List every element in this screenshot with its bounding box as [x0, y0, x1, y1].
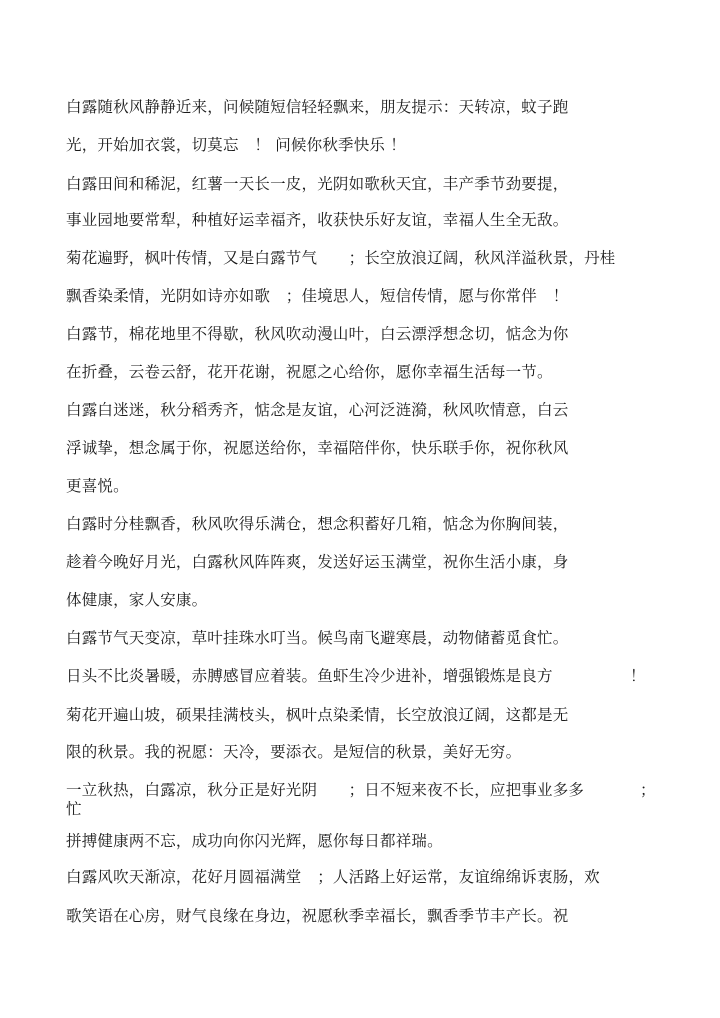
text-line-10: 浮诚挚，想念属于你，祝愿送给你，幸福陪伴你，快乐联手你，祝你秋风: [66, 439, 569, 457]
text-line-8: 在折叠，云卷云舒，花开花谢，祝愿之心给你，愿你幸福生活每一节。: [66, 363, 553, 381]
text-line-6: 飘香染柔情，光阴如诗亦如歌 ；佳境思人，短信传情，愿与你常伴 ！: [66, 287, 569, 305]
text-line-7: 白露节，棉花地里不得歇，秋风吹动漫山叶，白云漂浮想念切，惦念为你: [66, 325, 569, 343]
text-line-9: 白露白迷迷，秋分稻秀齐，惦念是友谊，心河泛涟漪，秋风吹情意，白云: [66, 401, 569, 419]
text-line-22: 歌笑语在心房，财气良缘在身边，祝愿秋季幸福长，飘香季节丰产长。祝: [66, 907, 569, 925]
text-line-18: 限的秋景。我的祝愿：天冷，要添衣。是短信的秋景，美好无穷。: [66, 743, 522, 761]
text-line-16: 日头不比炎暑暖，赤膊感冒应着装。鱼虾生冷少进补，增强锻炼是良方: [66, 667, 553, 685]
text-line-15: 白露节气天变凉，草叶挂珠水叮当。候鸟南飞避寒晨，动物储蓄觅食忙。: [66, 629, 569, 647]
text-line-19-sub: 忙: [66, 800, 82, 818]
text-line-4: 事业园地要常犁，种植好运幸福齐，收获快乐好友谊，幸福人生全无敌。: [66, 211, 569, 229]
text-line-12: 白露时分桂飘香，秋风吹得乐满仓，想念积蓄好几箱，惦念为你胸间装，: [66, 515, 569, 533]
text-line-16-tail: ！: [630, 667, 646, 685]
text-line-5: 菊花遍野，枫叶传情，又是白露节气 ；长空放浪辽阔，秋风洋溢秋景，丹桂: [66, 249, 616, 267]
text-line-1: 白露随秋风静静近来，问候随短信轻轻飘来，朋友提示：天转凉，蚊子跑: [66, 98, 569, 116]
text-line-19-tail: ；: [640, 781, 656, 799]
text-line-11: 更喜悦。: [66, 477, 129, 495]
text-line-20: 拼搏健康两不忘，成功向你闪光辉，愿你每日都祥瑞。: [66, 832, 443, 850]
text-line-13: 趁着今晚好月光，白露秋风阵阵爽，发送好运玉满堂，祝你生活小康，身: [66, 553, 569, 571]
text-line-3: 白露田间和稀泥，红薯一天长一皮，光阴如歌秋天宜，丰产季节劲要提，: [66, 175, 569, 193]
text-line-19: 一立秋热，白露凉，秋分正是好光阴 ；日不短来夜不长，应把事业多多: [66, 781, 585, 799]
text-line-21: 白露风吹天渐凉，花好月圆福满堂 ；人活路上好运常，友谊绵绵诉衷肠，欢: [66, 868, 600, 886]
text-line-2: 光，开始加衣裳，切莫忘 ！ 问候你秋季快乐 ！: [66, 136, 406, 154]
text-line-17: 菊花开遍山坡，硕果挂满枝头，枫叶点染柔情，长空放浪辽阔，这都是无: [66, 706, 569, 724]
text-line-14: 体健康，家人安康。: [66, 591, 208, 609]
